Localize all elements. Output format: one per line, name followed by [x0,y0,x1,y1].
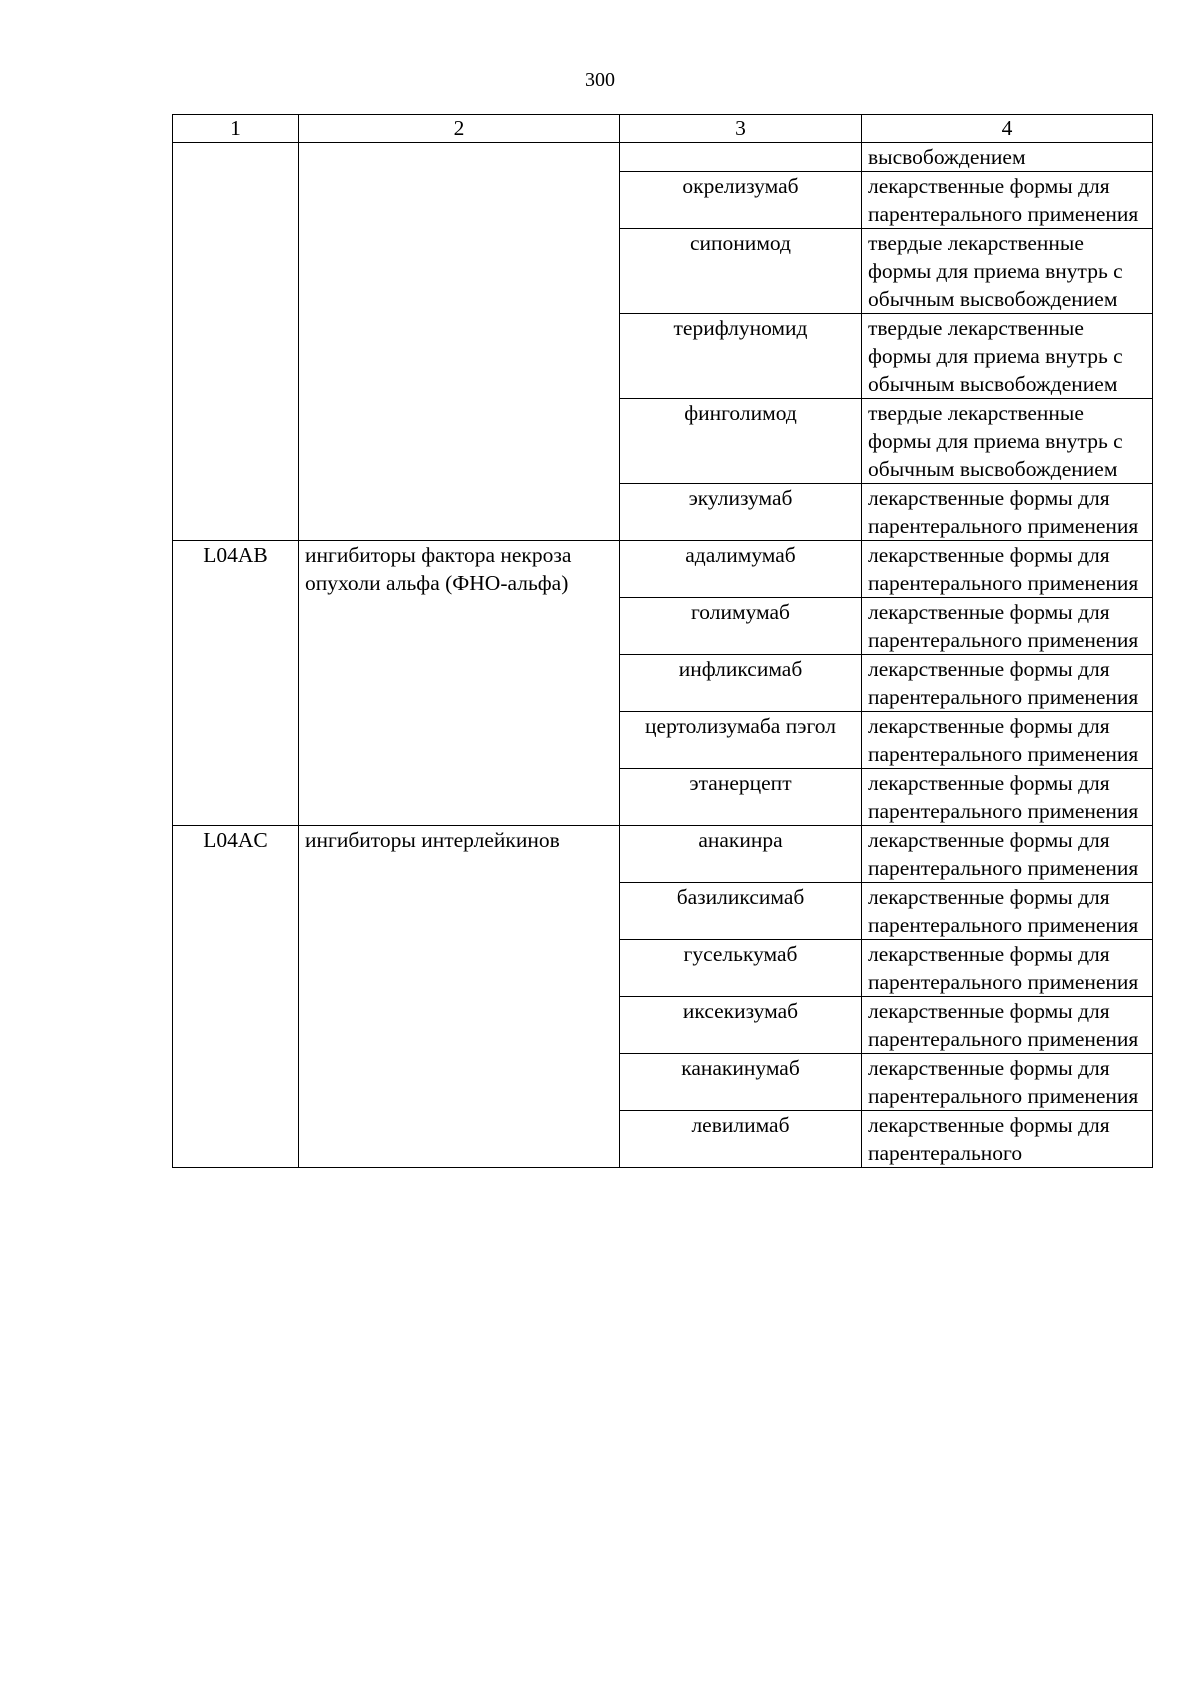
group-code: L04AC [173,826,299,1168]
drug-name: иксекизумаб [620,997,862,1054]
table-row [173,541,1153,598]
dosage-form: лекарственные формы для парентерального применения [862,712,1153,769]
column-header-3: 3 [620,115,862,143]
drug-name: финголимод [620,399,862,484]
drug-name [620,143,862,172]
table-body [173,143,1153,1168]
column-header-1: 1 [173,115,299,143]
group-name: ингибиторы фактора некроза опухоли альфа (ФНО-альфа) [299,541,620,826]
group-name [299,143,620,541]
dosage-form: лекарственные формы для парентерального применения [862,541,1153,598]
drug-name: окрелизумаб [620,172,862,229]
dosage-form: твердые лекарственные формы для приема внутрь с обычным высвобождением [862,314,1153,399]
page-number: 300 [585,69,615,91]
dosage-form: лекарственные формы для парентерального применения [862,598,1153,655]
column-header-4: 4 [862,115,1153,143]
dosage-form: лекарственные формы для парентерального применения [862,172,1153,229]
drug-name: экулизумаб [620,484,862,541]
drug-name: канакинумаб [620,1054,862,1111]
drug-name: левилимаб [620,1111,862,1168]
table-row [173,143,1153,172]
group-code: L04AB [173,541,299,826]
drug-name: цертолизумаба пэгол [620,712,862,769]
column-header-2: 2 [299,115,620,143]
dosage-form: лекарственные формы для парентерального применения [862,883,1153,940]
group-name: ингибиторы интерлейкинов [299,826,620,1168]
dosage-form: лекарственные формы для парентерального применения [862,655,1153,712]
drug-name: базиликсимаб [620,883,862,940]
table-header-row [173,115,1153,143]
dosage-form: лекарственные формы для парентерального применения [862,1054,1153,1111]
dosage-form: лекарственные формы для парентерального применения [862,484,1153,541]
drug-name: этанерцепт [620,769,862,826]
drug-name: адалимумаб [620,541,862,598]
dosage-form: лекарственные формы для парентерального применения [862,826,1153,883]
drug-name: сипонимод [620,229,862,314]
drug-name: голимумаб [620,598,862,655]
drug-table [172,114,1153,1168]
dosage-form: лекарственные формы для парентерального [862,1111,1153,1168]
dosage-form: лекарственные формы для парентерального применения [862,769,1153,826]
drug-name: анакинра [620,826,862,883]
dosage-form: лекарственные формы для парентерального применения [862,997,1153,1054]
dosage-form: лекарственные формы для парентерального применения [862,940,1153,997]
dosage-form: твердые лекарственные формы для приема внутрь с обычным высвобождением [862,229,1153,314]
drug-name: гуселькумаб [620,940,862,997]
drug-name: инфликсимаб [620,655,862,712]
dosage-form: твердые лекарственные формы для приема внутрь с обычным высвобождением [862,399,1153,484]
group-code [173,143,299,541]
table-row [173,826,1153,883]
dosage-form: высвобождением [862,143,1153,172]
drug-name: терифлуномид [620,314,862,399]
